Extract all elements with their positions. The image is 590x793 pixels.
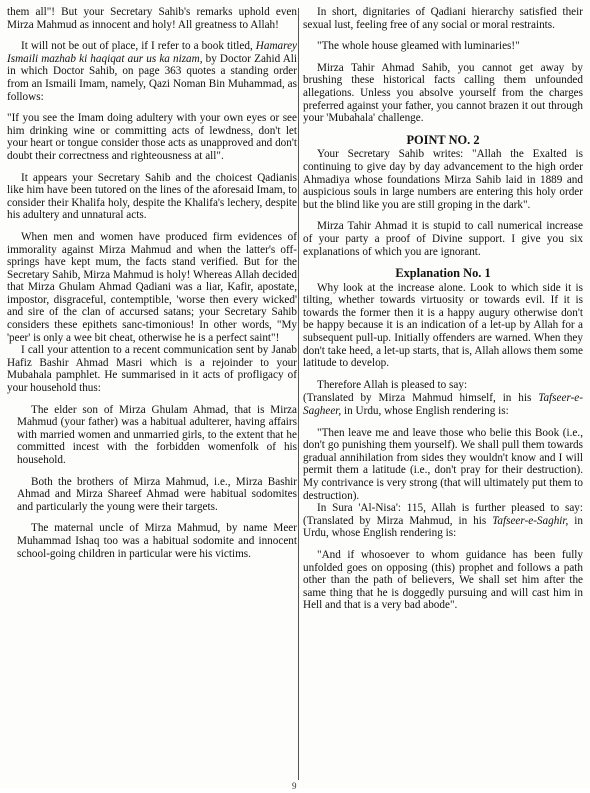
- quotation: The maternal uncle of Mirza Mahmud, by name Meer Muhammad Ishaq too was a habitual sodomite and innocent school-going children in particular were his victims.: [17, 522, 297, 560]
- quotation: The elder son of Mirza Ghulam Ahmad, that is Mirza Mahmud (your father) was a habitual adulterer, having affairs with married women and unmarried girls, to the extent that he committed incest with the forbidden womenfolk of his household.: [17, 403, 297, 466]
- book-title: Tafseer-e-Saghir,: [492, 514, 569, 527]
- paragraph: them all"! But your Secretary Sahib's remarks uphold even Mirza Mahmud as innocent and holy! All greatness to Allah!: [7, 6, 297, 31]
- quotation: "Then leave me and leave those who belie this Book (i.e., don't go punishing them yourself). We shall pull them towards gradual annihilation from sides they wouldn't know and I will permit them a latitude (i.e., don't pray for their destruction). My contrivance is very strong (that will ultimately put them to destruction).: [303, 426, 583, 502]
- book-title: Hamarey Ismaili mazhab ki haqiqat aur us ka nizam,: [7, 40, 297, 65]
- page-number: 9: [292, 781, 297, 791]
- paragraph: Mirza Tahir Ahmad Sahib, you cannot get away by brushing these historical facts calling them unfounded allegations. Unless you absolve yourself from the charges preferred against your father, you cannot brazen it out through your 'Mubahala' challenge.: [303, 61, 583, 125]
- quotation: Both the brothers of Mirza Mahmud, i.e., Mirza Bashir Ahmad and Mirza Shareef Ahmad were habitual sodomites and particularly the young were their targets.: [17, 475, 297, 513]
- paragraph: It appears your Secretary Sahib and the choicest Qadianis like him have been tutored on the lines of the aforesaid Imam, to consider their Khalifa holy, despite the Khalifa's lechery, despite his adultery and unnatural acts.: [7, 171, 297, 222]
- paragraph: I call your attention to a recent communication sent by Janab Hafiz Bashir Ahmad Masri which is a rejoinder to your Mubahala pamphlet. He summarised in it acts of profligacy of your household thus:: [7, 344, 297, 395]
- paragraph: Mirza Tahir Ahmad it is stupid to call numerical increase of your party a proof of Divine support. I give you six explanations of which you are ignorant.: [303, 220, 583, 258]
- paragraph-translation-note: In Sura 'Al-Nisa': 115, Allah is further pleased to say: (Translated by Mirza Mahmud, in his Tafseer-e-Saghir, in Urdu, whose English rendering is:: [303, 502, 583, 540]
- quotation: "The whole house gleamed with luminaries!": [317, 40, 520, 53]
- quotation: "And if whosoever to whom guidance has been fully unfolded goes on opposing (this) prophet and follows a path other than the path of believers, We shall set him after the same thing that he is doggedly pursuing and will cast him in Hell and that is a very bad abode".: [303, 548, 583, 612]
- section-heading: Explanation No. 1: [395, 266, 491, 281]
- paragraph-book-reference: It will not be out of place, if I refer to a book titled, Hamarey Ismaili mazhab ki haqiqat aur us ka nizam, by Doctor Zahid Ali in which Doctor Sahib, on page 363 quotes a standing order from an Ismaili Imam, namely, Qazi Noman Bin Muhammad, as follows:: [7, 40, 297, 103]
- left-column: [7, 6, 297, 569]
- paragraph: Your Secretary Sahib writes: "Allah the Exalted is continuing to give day by day advancement to the high order Ahmadiya whose foundations Mirza Sahib laid in 1889 and auspicious souls in large numbers are entering this holy order but the blind like you are still groping in the dark".: [303, 148, 583, 211]
- quotation: "If you see the Imam doing adultery with your own eyes or see him drinking wine or committing acts of lewdness, don't let your heart or tongue consider those acts as unapproved and don't doubt their correctness and righteousness at all".: [7, 112, 297, 162]
- book-title: Tafseer-e-Sagheer,: [303, 392, 583, 418]
- quotation: In short, dignitaries of Qadiani hierarchy satisfied their sexual lust, feeling free of any social or moral restraints.: [303, 6, 583, 31]
- paragraph: Why look at the increase alone. Look to which side it is tilting, whether towards virtuosity or towards evil. If it is towards the former then it is a happy augury otherwise don't be happy because it is an indication of a let-up by Allah for a subsequent pull-up. Initially offenders are warned. When they don't take heed, a let-up starts, that is, Allah allows them some latitude to develop.: [303, 281, 583, 370]
- column-divider: [298, 8, 299, 780]
- section-heading: POINT NO. 2: [406, 132, 480, 147]
- paragraph: When men and women have produced firm evidences of immorality against Mirza Mahmud and when the latter's off-springs have kept mum, the facts stand verified. But for the Secretary Sahib, Mirza Mahmud is holy! Whereas Allah decided that Mirza Ghulam Ahmad Qadiani was a liar, Kafir, apostate, impostor, disgraceful, contemptible, 'worse then every wicked' and sire of the clan of accursed satans; your Secretary Sahib considers these epithets sanc-timonious! In other words, "My 'peer' is only a wee bit cheat, otherwise he is a perfect saint"!: [7, 230, 297, 344]
- paragraph: Therefore Allah is pleased to say:: [317, 378, 468, 391]
- right-column: [303, 6, 583, 621]
- paragraph-translation-note: (Translated by Mirza Mahmud himself, in his Tafseer-e-Sagheer, in Urdu, whose English rendering is:: [303, 392, 583, 418]
